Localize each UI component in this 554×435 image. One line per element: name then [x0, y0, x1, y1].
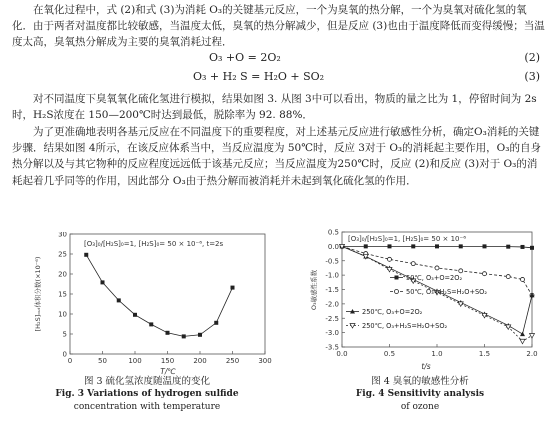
fig4-xlabel: t/s: [421, 362, 431, 371]
fig4-x-tick-label: 0.0: [336, 350, 348, 358]
fig3-ylabel: [H₂S]ₒᵤₜ体积分数(×10⁻⁶): [34, 256, 42, 332]
equation-3: O₃ + H₂ S = H₂O + SO₂: [193, 70, 325, 83]
fig4-data-point: [435, 266, 439, 270]
fig3-data-point: [84, 253, 88, 257]
fig3-data-point: [182, 334, 186, 338]
fig3-data-point: [214, 321, 218, 325]
fig4-y-tick-label: 0.0: [327, 242, 339, 251]
fig3-data-point: [198, 333, 202, 337]
fig4-legend-marker-1: [395, 290, 399, 294]
fig4-y-tick-label: 0.5: [327, 228, 339, 237]
fig4-data-point: [506, 245, 510, 249]
fig4-y-tick-label: -1.0: [325, 271, 339, 280]
fig4-data-point: [530, 246, 534, 250]
fig4-data-point: [459, 269, 463, 273]
paragraph-3: 为了更准确地表明各基元反应在不同温度下的重要程度，对上述基元反应进行敏感性分析，确定O₃消耗的关键步骤．结果如图 4所示，在该反应体系当中，当反应温度为 50℃时，反应 3对于 O₃的消耗起主要作用，O₃的自身热分解以及与其它物种的反应程度远远低于该基元反应；当反应温度为250℃时，反应 (2)和反应 (3)对于 O₃的消耗起着几乎同等的作用，因此部分 O₃由于热分解而被消耗并未起到氧化硫化氢的作用．: [12, 126, 541, 187]
fig4-data-point: [388, 244, 392, 248]
equation-2-number: (2): [524, 51, 540, 64]
fig4-data-point: [435, 244, 439, 248]
fig4-y-tick-label: -3.0: [325, 329, 339, 338]
fig3-y-tick-label: 10: [58, 310, 67, 319]
fig3-caption-en-1: Fig. 3 Variations of hydrogen sulfide: [55, 389, 239, 399]
paragraph-1: 在氧化过程中，式 (2)和式 (3)为消耗 O₃的关键基元反应，一个为臭氧的热分解，一个为臭氧对硫化氢的氧化．由于两者对温度都比较敏感，当温度太低，臭氧的热分解减少，但是反应 (3)也由于温度降低而变得缓慢；当温度太高，臭氧热分解成为主要的臭氧消耗过程．: [12, 4, 545, 49]
fig3-x-tick-label: 50: [98, 357, 107, 365]
fig3-y-tick-label: 25: [58, 250, 67, 259]
fig3-x-tick-label: 150: [160, 357, 175, 365]
fig4-caption-en-2: of ozone: [400, 402, 440, 412]
fig4-legend-label-3: 250℃, O₃+H₂S=H₂O+SO₂: [362, 322, 448, 330]
fig3-caption-en-2: concentration with temperature: [73, 402, 221, 412]
fig3-series-line: [86, 255, 232, 337]
fig3-plot-frame: [70, 234, 265, 354]
fig4-y-tick-label: -1.5: [325, 286, 339, 294]
fig4-legend-top: [O₃]₀/[H₂S]₀=1, [H₂S]₀= 50 × 10⁻⁶: [348, 235, 466, 243]
fig3-y-tick-label: 15: [58, 290, 67, 299]
fig3-data-point: [149, 322, 153, 326]
figure-4-chart: [306, 228, 538, 373]
fig4-ylabel: O₃敏感性系数: [310, 269, 318, 311]
fig3-y-tick-label: 0: [62, 350, 67, 359]
fig4-data-point: [411, 262, 415, 266]
fig4-data-point: [520, 332, 525, 337]
fig3-xlabel: T/℃: [160, 367, 176, 376]
fig4-data-point: [506, 275, 510, 279]
fig3-x-tick-label: 300: [258, 357, 272, 365]
fig3-data-point: [133, 313, 137, 317]
figure-3-chart: [22, 232, 272, 377]
fig4-x-tick-label: 2.0: [526, 350, 538, 358]
fig3-data-point: [101, 280, 105, 284]
fig4-data-point: [459, 244, 463, 248]
fig3-y-tick-label: 5: [62, 330, 67, 339]
fig4-y-tick-label: -0.5: [325, 257, 339, 266]
fig3-y-tick-label: 20: [58, 270, 67, 279]
equation-2: O₃ +O = 2O₂: [209, 51, 281, 64]
fig3-data-point: [231, 286, 235, 290]
fig4-data-point: [530, 334, 535, 339]
fig4-x-tick-label: 1.0: [431, 350, 443, 358]
fig4-x-tick-label: 1.5: [478, 350, 491, 358]
fig4-data-point: [388, 257, 392, 261]
fig4-caption-cn: 图 4 臭氧的敏感性分析: [371, 376, 469, 387]
fig3-x-tick-label: 0: [67, 357, 73, 365]
paragraph-2: 对不同温度下臭氧氧化硫化氢进行模拟，结果如图 3. 从图 3中可以看出，物质的量之比为 1，停留时间为 2s时，H₂S浓度在 150—200℃时达到最低，脱除率为 92. 88%．: [12, 93, 537, 122]
fig4-caption-en-1: Fig. 4 Sensitivity analysis: [355, 389, 485, 399]
fig4-y-tick-label: -2.0: [325, 300, 339, 309]
fig4-legend-label-1: 50℃, O₃+H₂S=H₂O+SO₂: [406, 288, 487, 296]
equation-3-number: (3): [524, 70, 540, 83]
fig3-caption-cn: 图 3 硫化氢浓度随温度的变化: [83, 376, 211, 387]
fig3-x-tick-label: 250: [225, 357, 240, 365]
fig3-data-point: [166, 331, 170, 335]
fig4-data-point: [411, 244, 415, 248]
fig4-x-tick-label: 0.5: [383, 350, 396, 358]
fig4-data-point: [483, 272, 487, 276]
fig3-data-point: [117, 298, 121, 302]
fig4-legend-marker-0: [395, 276, 399, 280]
fig4-y-tick-label: -3.5: [325, 343, 339, 352]
fig4-data-point: [521, 245, 525, 249]
fig3-legend: [O₃]₀/[H₂S]₀=1, [H₂S]₀= 50 × 10⁻⁶, t=2s: [84, 240, 224, 248]
fig4-data-point: [520, 339, 525, 344]
fig4-legend-label-2: 250℃, O₃+O=2O₂: [362, 308, 423, 316]
fig4-data-point: [483, 244, 487, 248]
fig3-x-tick-label: 200: [193, 357, 207, 365]
fig4-data-point: [521, 277, 525, 281]
fig4-data-point: [364, 244, 368, 248]
fig4-legend-label-0: 50℃, O₃+O=2O₂: [406, 274, 463, 282]
fig4-y-tick-label: -2.5: [325, 314, 339, 323]
fig3-x-tick-label: 100: [128, 357, 142, 365]
fig3-y-tick-label: 30: [58, 232, 67, 239]
